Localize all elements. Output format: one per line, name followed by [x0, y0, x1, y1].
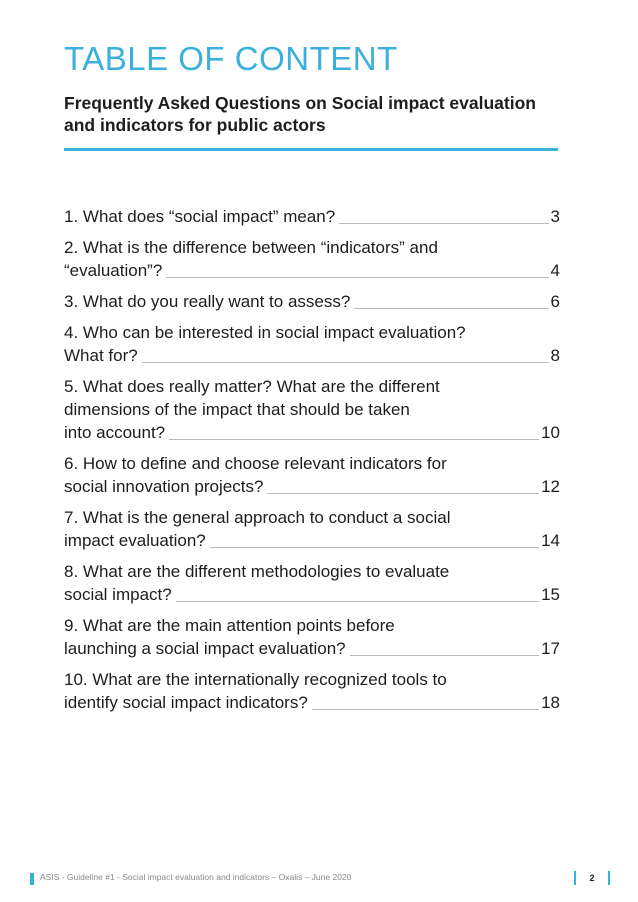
toc-entry[interactable] — [64, 668, 560, 714]
toc-page-number: 12 — [541, 477, 560, 496]
toc-entry[interactable] — [64, 375, 560, 444]
footer-page-box — [574, 871, 610, 885]
toc-page-number: 14 — [541, 531, 560, 550]
toc-entry-last-line — [64, 475, 560, 498]
toc-entry-line: 6. How to define and choose relevant indicators for — [64, 454, 447, 473]
toc-entry[interactable] — [64, 452, 560, 498]
toc-leader-line — [267, 492, 539, 494]
toc-page-number: 15 — [541, 585, 560, 604]
toc-entry-text: identify social impact indicators? — [64, 693, 308, 712]
toc-entry-text: What for? — [64, 346, 138, 365]
toc-entry-line: 8. What are the different methodologies to evaluate — [64, 562, 450, 581]
toc-entry-last-line — [64, 421, 560, 444]
toc-entry-last-line — [64, 290, 560, 313]
toc-entry-last-line — [64, 259, 560, 282]
toc-entry-last-line — [64, 205, 560, 228]
footer-text: ASIS - Guideline #1 - Social impact evaluation and indicators – Oxalis – June 2020 — [40, 872, 352, 882]
toc-entry-text: impact evaluation? — [64, 531, 206, 550]
toc-entry-text: “evaluation”? — [64, 261, 163, 280]
toc-entry-line: 2. What is the difference between “indicators” and — [64, 238, 438, 257]
toc-entry[interactable] — [64, 290, 560, 313]
toc-leader-line — [169, 438, 539, 440]
toc-entry-last-line — [64, 583, 560, 606]
toc-entry-last-line — [64, 529, 560, 552]
toc-entry-last-line — [64, 691, 560, 714]
toc-entry-text: social innovation projects? — [64, 477, 264, 496]
footer-page-bar-right — [608, 871, 610, 885]
table-of-contents — [64, 205, 560, 722]
toc-page-number: 3 — [550, 207, 560, 226]
toc-entry-line: 4. Who can be interested in social impact evaluation? — [64, 323, 466, 342]
toc-entry-text: social impact? — [64, 585, 172, 604]
toc-leader-line — [176, 600, 539, 602]
toc-leader-line — [339, 222, 548, 224]
toc-entry[interactable] — [64, 321, 560, 367]
page-title: TABLE OF CONTENT — [64, 40, 398, 77]
toc-leader-line — [354, 307, 548, 309]
footer-accent-mark — [30, 873, 34, 885]
toc-entry-line: 5. What does really matter? What are the different — [64, 377, 440, 396]
toc-page-number: 8 — [550, 346, 560, 365]
toc-page-number: 10 — [541, 423, 560, 442]
footer-page-number: 2 — [589, 873, 595, 883]
toc-entry-text: launching a social impact evaluation? — [64, 639, 346, 658]
toc-entry[interactable] — [64, 560, 560, 606]
title-divider — [64, 148, 558, 151]
toc-leader-line — [350, 654, 539, 656]
toc-entry[interactable] — [64, 205, 560, 228]
toc-leader-line — [210, 546, 539, 548]
toc-entry-text: 1. What does “social impact” mean? — [64, 207, 336, 226]
subtitle-line-2: and indicators for public actors — [64, 115, 326, 135]
toc-leader-line — [166, 276, 548, 278]
toc-entry[interactable] — [64, 236, 560, 282]
toc-entry-line: 7. What is the general approach to conduct a social — [64, 508, 451, 527]
toc-page-number: 6 — [550, 292, 560, 311]
subtitle-line-1: Frequently Asked Questions on Social impact evaluation — [64, 93, 536, 113]
page-subtitle — [64, 92, 574, 136]
toc-page-number: 17 — [541, 639, 560, 658]
toc-leader-line — [142, 361, 549, 363]
toc-leader-line — [312, 708, 539, 710]
toc-entry-text: 3. What do you really want to assess? — [64, 292, 351, 311]
toc-entry[interactable] — [64, 614, 560, 660]
toc-entry-line: dimensions of the impact that should be taken — [64, 400, 410, 419]
toc-entry-last-line — [64, 344, 560, 367]
toc-entry[interactable] — [64, 506, 560, 552]
toc-entry-text: into account? — [64, 423, 166, 442]
toc-page-number: 18 — [541, 693, 560, 712]
toc-entry-last-line — [64, 637, 560, 660]
toc-entry-line: 10. What are the internationally recognized tools to — [64, 670, 447, 689]
toc-page-number: 4 — [550, 261, 560, 280]
toc-entry-line: 9. What are the main attention points before — [64, 616, 395, 635]
